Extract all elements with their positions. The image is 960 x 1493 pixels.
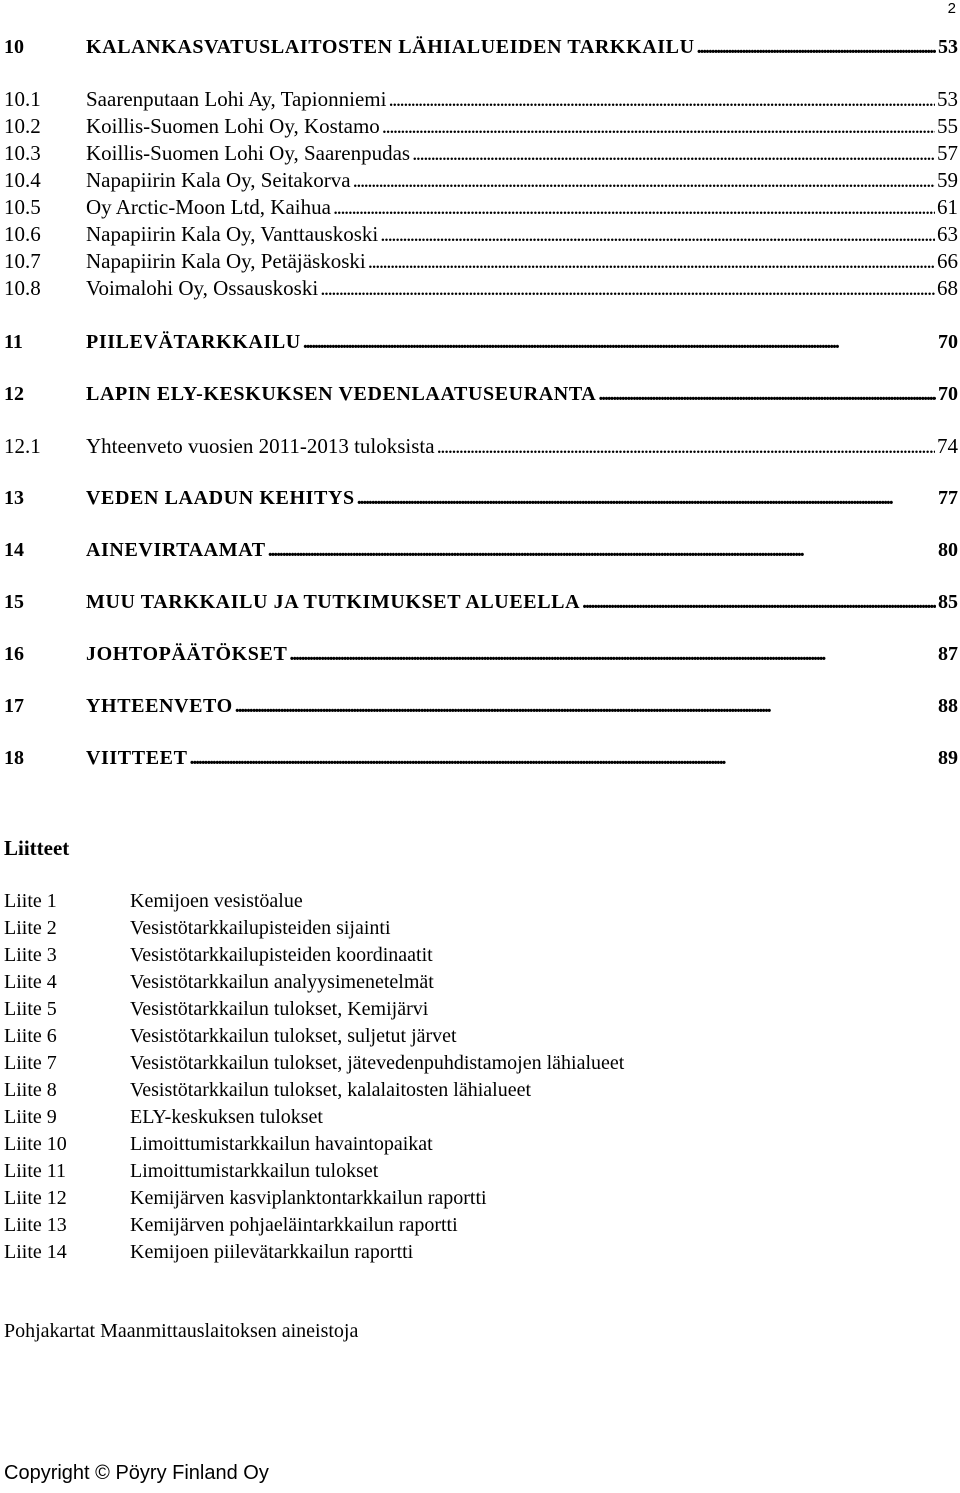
- toc-entry-page: 59: [937, 168, 958, 192]
- toc-entry-number: 14: [4, 539, 24, 561]
- appendix-item: [4, 1131, 904, 1158]
- toc-entry-number: 11: [4, 331, 23, 353]
- toc-entry-title: Napapiirin Kala Oy, Seitakorva: [86, 168, 351, 192]
- toc-dot-leader: [320, 275, 935, 301]
- toc-entry-page: 63: [937, 222, 958, 246]
- toc-entry-number: 12: [4, 383, 24, 405]
- toc-entry[interactable]: [4, 433, 960, 459]
- toc-entry-title: MUU TARKKAILU JA TUTKIMUKSET ALUEELLA: [86, 591, 581, 613]
- appendix-label: Liite 2: [4, 917, 57, 939]
- appendix-label: Liite 13: [4, 1214, 67, 1236]
- toc-dot-leader: [437, 433, 935, 459]
- toc-entry[interactable]: [4, 745, 960, 771]
- toc-dot-leader: [388, 86, 935, 112]
- toc-dot-leader: [582, 589, 936, 615]
- appendix-label: Liite 1: [4, 890, 57, 912]
- appendix-label: Liite 9: [4, 1106, 57, 1128]
- toc-entry[interactable]: [4, 221, 960, 247]
- toc-dot-leader: [380, 221, 935, 247]
- appendix-description: Kemijoen piilevätarkkailun raportti: [130, 1241, 414, 1263]
- appendix-description: Vesistötarkkailun analyysimenetelmät: [130, 971, 434, 993]
- toc-entry-number: 10.8: [4, 276, 41, 300]
- toc-dot-leader: [190, 745, 936, 771]
- toc-entry[interactable]: [4, 537, 960, 563]
- toc-entry-title: AINEVIRTAAMAT: [86, 539, 266, 561]
- appendix-description: Kemijärven pohjaeläintarkkailun raportti: [130, 1214, 458, 1236]
- toc-dot-leader: [333, 194, 935, 220]
- appendix-item: [4, 1023, 904, 1050]
- toc-entry-page: 80: [938, 539, 958, 561]
- toc-entry-page: 70: [938, 383, 958, 405]
- toc-entry-page: 61: [937, 195, 958, 219]
- appendix-item: [4, 1077, 904, 1104]
- appendix-description: Kemijoen vesistöalue: [130, 890, 303, 912]
- appendix-description: Vesistötarkkailun tulokset, jätevedenpuhdistamojen lähialueet: [130, 1052, 625, 1074]
- toc-dot-leader: [697, 34, 936, 60]
- toc-entry[interactable]: [4, 113, 960, 139]
- toc-entry-title: Yhteenveto vuosien 2011-2013 tuloksista: [86, 434, 435, 458]
- toc-entry-page: 53: [937, 87, 958, 111]
- toc-entry[interactable]: [4, 275, 960, 301]
- toc-entry-number: 10.6: [4, 222, 41, 246]
- toc-entry-page: 88: [938, 695, 958, 717]
- toc-entry[interactable]: [4, 485, 960, 511]
- appendix-item: [4, 969, 904, 996]
- toc-entry-number: 10: [4, 36, 24, 58]
- toc-dot-leader: [235, 693, 936, 719]
- toc-entry-page: 55: [937, 114, 958, 138]
- toc-entry-title: JOHTOPÄÄTÖKSET: [86, 643, 288, 665]
- appendix-description: Limoittumistarkkailun havaintopaikat: [130, 1133, 433, 1155]
- toc-dot-leader: [353, 167, 935, 193]
- appendix-label: Liite 3: [4, 944, 57, 966]
- toc-entry-title: Voimalohi Oy, Ossauskoski: [86, 276, 319, 300]
- toc-entry-title: VIITTEET: [86, 747, 188, 769]
- toc-entry-page: 57: [937, 141, 958, 165]
- basemap-note: Pohjakartat Maanmittauslaitoksen aineistoja: [4, 1320, 359, 1342]
- toc-entry-page: 74: [937, 434, 958, 458]
- toc-entry-title: Napapiirin Kala Oy, Petäjäskoski: [86, 249, 366, 273]
- appendix-item: [4, 942, 904, 969]
- toc-entry[interactable]: [4, 248, 960, 274]
- toc-entry[interactable]: [4, 381, 960, 407]
- toc-entry-title: Oy Arctic-Moon Ltd, Kaihua: [86, 195, 331, 219]
- toc-entry[interactable]: [4, 194, 960, 220]
- appendix-description: Vesistötarkkailun tulokset, suljetut järvet: [130, 1025, 457, 1047]
- toc-entry-number: 18: [4, 747, 24, 769]
- toc-entry-number: 13: [4, 487, 24, 509]
- toc-entry-number: 17: [4, 695, 24, 717]
- toc-entry-number: 10.3: [4, 141, 41, 165]
- toc-entry-number: 12.1: [4, 434, 41, 458]
- toc-dot-leader: [598, 381, 936, 407]
- appendix-description: Vesistötarkkailupisteiden sijainti: [130, 917, 391, 939]
- toc-entry[interactable]: [4, 589, 960, 615]
- toc-entry-title: Koillis-Suomen Lohi Oy, Saarenpudas: [86, 141, 411, 165]
- toc-entry-number: 10.5: [4, 195, 41, 219]
- toc-entry-title: KALANKASVATUSLAITOSTEN LÄHIALUEIDEN TARKKAILU: [86, 36, 695, 58]
- toc-dot-leader: [382, 113, 935, 139]
- toc-entry[interactable]: [4, 167, 960, 193]
- toc-entry[interactable]: [4, 140, 960, 166]
- toc-entry-page: 89: [938, 747, 958, 769]
- toc-dot-leader: [357, 485, 936, 511]
- toc-dot-leader: [289, 641, 936, 667]
- toc-dot-leader: [303, 329, 936, 355]
- toc-entry-title: Napapiirin Kala Oy, Vanttauskoski: [86, 222, 379, 246]
- appendix-item: [4, 1104, 904, 1131]
- toc-entry-title: PIILEVÄTARKKAILU: [86, 331, 301, 353]
- appendix-label: Liite 6: [4, 1025, 57, 1047]
- toc-entry-page: 70: [938, 331, 958, 353]
- toc-entry-page: 87: [938, 643, 958, 665]
- appendix-label: Liite 14: [4, 1241, 67, 1263]
- appendix-item: [4, 1185, 904, 1212]
- toc-entry[interactable]: [4, 641, 960, 667]
- appendix-description: Vesistötarkkailupisteiden koordinaatit: [130, 944, 433, 966]
- page-number: 2: [947, 0, 956, 17]
- appendix-description: Vesistötarkkailun tulokset, kalalaitosten lähialueet: [130, 1079, 532, 1101]
- appendix-label: Liite 10: [4, 1133, 67, 1155]
- toc-entry-number: 10.1: [4, 87, 41, 111]
- toc-entry-title: Saarenputaan Lohi Ay, Tapionniemi: [86, 87, 387, 111]
- appendix-item: [4, 996, 904, 1023]
- toc-entry-title: Koillis-Suomen Lohi Oy, Kostamo: [86, 114, 380, 138]
- appendix-label: Liite 4: [4, 971, 57, 993]
- appendix-item: [4, 1239, 904, 1266]
- appendix-list: [4, 888, 904, 1266]
- appendix-item: [4, 915, 904, 942]
- toc-entry-page: 53: [938, 36, 958, 58]
- appendix-label: Liite 11: [4, 1160, 67, 1182]
- appendix-label: Liite 7: [4, 1052, 57, 1074]
- toc-entry-page: 77: [938, 487, 958, 509]
- toc-dot-leader: [268, 537, 936, 563]
- appendix-item: [4, 888, 904, 915]
- appendix-description: Vesistötarkkailun tulokset, Kemijärvi: [130, 998, 429, 1020]
- copyright-footer: Copyright © Pöyry Finland Oy: [4, 1462, 269, 1484]
- appendix-label: Liite 12: [4, 1187, 67, 1209]
- toc-entry-number: 16: [4, 643, 24, 665]
- toc-entry[interactable]: [4, 34, 960, 60]
- appendix-description: ELY-keskuksen tulokset: [130, 1106, 323, 1128]
- appendix-description: Limoittumistarkkailun tulokset: [130, 1160, 379, 1182]
- toc-dot-leader: [368, 248, 935, 274]
- toc-entry-number: 10.2: [4, 114, 41, 138]
- appendix-label: Liite 5: [4, 998, 57, 1020]
- appendix-item: [4, 1158, 904, 1185]
- toc-entry-title: VEDEN LAADUN KEHITYS: [86, 487, 355, 509]
- appendix-label: Liite 8: [4, 1079, 57, 1101]
- toc-entry-number: 10.4: [4, 168, 41, 192]
- appendix-description: Kemijärven kasviplanktontarkkailun raportti: [130, 1187, 487, 1209]
- appendices-heading: Liitteet: [4, 836, 70, 860]
- toc-entry-page: 66: [937, 249, 958, 273]
- toc-entry-number: 15: [4, 591, 24, 613]
- toc-entry-title: LAPIN ELY-KESKUKSEN VEDENLAATUSEURANTA: [86, 383, 597, 405]
- toc-entry-page: 68: [937, 276, 958, 300]
- toc-entry-page: 85: [938, 591, 958, 613]
- toc-entry-title: YHTEENVETO: [86, 695, 233, 717]
- appendix-item: [4, 1050, 904, 1077]
- toc-entry[interactable]: [4, 329, 960, 355]
- toc-entry-number: 10.7: [4, 249, 41, 273]
- appendix-item: [4, 1212, 904, 1239]
- toc-dot-leader: [412, 140, 935, 166]
- toc-entry[interactable]: [4, 693, 960, 719]
- toc-entry[interactable]: [4, 86, 960, 112]
